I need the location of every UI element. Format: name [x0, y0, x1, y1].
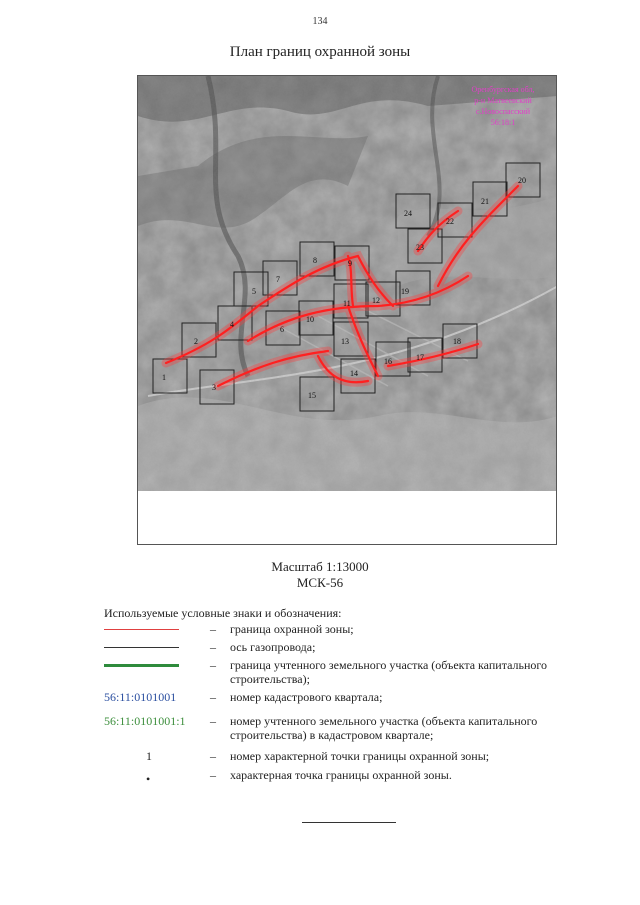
aerial-map — [138, 76, 557, 545]
map-square-label-6: 6 — [280, 325, 284, 334]
map-square-label-17: 17 — [416, 353, 424, 362]
map-square-label-7: 7 — [276, 275, 280, 284]
legend-dash: – — [210, 622, 216, 636]
legend-text: ось газопровода; — [230, 640, 316, 654]
map-stamp-line-1: Оренбургская обл, — [471, 85, 535, 94]
legend-dash: – — [210, 658, 216, 672]
map-stamp-line-4: 56:18:1 — [490, 118, 516, 127]
legend-symbol-land-plot — [104, 658, 204, 672]
map-square-label-20: 20 — [518, 176, 526, 185]
map-square-label-10: 10 — [306, 315, 314, 324]
legend-dash: – — [210, 749, 216, 763]
map-square-label-8: 8 — [313, 256, 317, 265]
map-square-label-23: 23 — [416, 243, 424, 252]
legend-symbol-cadastral-quarter: 56:11:0101001 — [104, 690, 177, 704]
map-square-label-12: 12 — [372, 296, 380, 305]
page-number: 134 — [312, 16, 328, 27]
legend-text: номер учтенного земельного участка (объекта капитального строительства) в кадастровом квартале; — [230, 714, 538, 742]
map-square-label-4: 4 — [230, 320, 234, 329]
legend-dash: – — [210, 714, 216, 728]
map-square-label-13: 13 — [341, 337, 349, 346]
legend-symbol-pipeline-axis — [104, 640, 204, 654]
legend-line-red — [104, 629, 179, 630]
map-square-label-1: 1 — [162, 373, 166, 382]
map-square-label-14: 14 — [350, 369, 358, 378]
scale-label: Масштаб 1:13000 — [271, 559, 369, 574]
legend-title: Используемые условные знаки и обозначения: — [104, 606, 342, 620]
map-square-label-21: 21 — [481, 197, 489, 206]
legend-dash: – — [210, 768, 216, 782]
map-square-label-11: 11 — [343, 299, 351, 308]
map-stamp-line-3: с.Новоспасский — [475, 107, 531, 116]
plan-title: План границ охранной зоны — [229, 44, 411, 60]
legend-line-green — [104, 664, 179, 667]
map-square-label-9: 9 — [348, 259, 352, 268]
legend-text: номер характерной точки границы охранной зоны; — [230, 749, 490, 763]
legend-dash: – — [210, 640, 216, 654]
map-square-label-18: 18 — [453, 337, 461, 346]
legend-symbol-plot-number: 56:11:0101001:1 — [104, 714, 186, 728]
bottom-rule — [302, 822, 396, 823]
legend-symbol-zone-boundary — [104, 622, 204, 636]
coordinate-system: МСК-56 — [296, 575, 344, 590]
map-frame — [137, 75, 557, 545]
map-square-label-16: 16 — [384, 357, 392, 366]
map-square-label-3: 3 — [212, 383, 216, 392]
legend-text: граница учтенного земельного участка (объекта капитального строительства); — [230, 658, 548, 686]
legend-symbol-point-dot: • — [146, 772, 151, 786]
legend-text: номер кадастрового квартала; — [230, 690, 383, 704]
map-square-label-5: 5 — [252, 287, 256, 296]
map-stamp-line-2: р-н Матвеевский — [474, 96, 532, 105]
legend-symbol-point-number: 1 — [146, 749, 152, 763]
legend-text: граница охранной зоны; — [230, 622, 354, 636]
map-square-label-24: 24 — [404, 209, 412, 218]
legend-line-black — [104, 647, 179, 648]
legend-text: характерная точка границы охранной зоны. — [230, 768, 452, 782]
map-square-label-22: 22 — [446, 217, 454, 226]
scale-block — [0, 559, 640, 591]
map-square-label-2: 2 — [194, 337, 198, 346]
legend-dash: – — [210, 690, 216, 704]
map-square-label-15: 15 — [308, 391, 316, 400]
map-blank-strip — [138, 491, 557, 545]
map-square-label-19: 19 — [401, 287, 409, 296]
